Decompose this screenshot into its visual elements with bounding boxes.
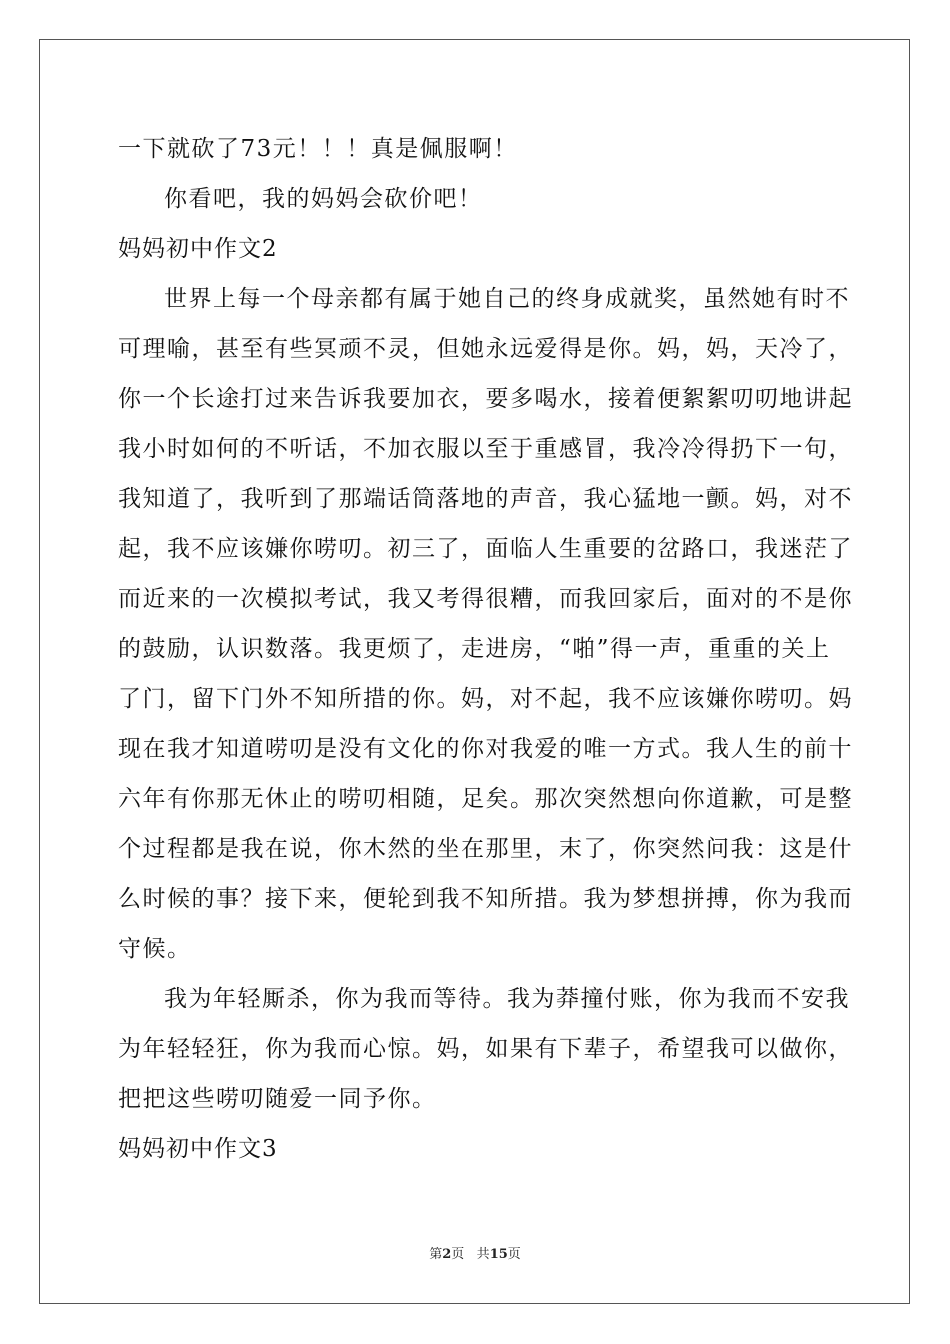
page-prefix: 第: [429, 1247, 443, 1262]
text-line: 可理喻，甚至有些冥顽不灵，但她永远爱得是你。妈，妈，天冷了，: [118, 336, 853, 362]
text-line: 你一个长途打过来告诉我要加衣，要多喝水，接着便絮絮叨叨地讲起: [118, 386, 853, 412]
page-suffix: 页: [451, 1247, 465, 1262]
text-line: 你看吧，我的妈妈会砍价吧！: [164, 186, 483, 212]
text-line: 个过程都是我在说，你木然的坐在那里，末了，你突然问我：这是什: [118, 836, 853, 862]
total-prefix: 共: [476, 1247, 490, 1262]
page-number: 2: [442, 1247, 452, 1262]
text-line: 起，我不应该嫌你唠叨。初三了，面临人生重要的岔路口，我迷茫了: [118, 536, 853, 562]
section-heading: 妈妈初中作文3: [118, 1136, 278, 1162]
text-line: 为年轻轻狂，你为我而心惊。妈，如果有下辈子，希望我可以做你，: [118, 1036, 853, 1062]
total-suffix: 页: [507, 1247, 521, 1262]
text-line: 了门，留下门外不知所措的你。妈，对不起，我不应该嫌你唠叨。妈: [118, 686, 853, 712]
text-line: 六年有你那无休止的唠叨相随，足矣。那次突然想向你道歉，可是整: [118, 786, 853, 812]
text-line: 守候。: [118, 936, 192, 962]
text-line: 的鼓励，认识数落。我更烦了，走进房，“啪”得一声，重重的关上: [118, 636, 831, 662]
text-line: 一下就砍了73元！！！真是佩服啊！: [118, 136, 518, 162]
text-line: 我小时如何的不听话，不加衣服以至于重感冒，我冷冷得扔下一句，: [118, 436, 853, 462]
text-line: 世界上每一个母亲都有属于她自己的终身成就奖，虽然她有时不: [164, 286, 850, 312]
page-border: [39, 39, 910, 1304]
total-pages: 15: [489, 1247, 508, 1262]
section-heading: 妈妈初中作文2: [118, 236, 278, 262]
text-line: 把把这些唠叨随爱一同予你。: [118, 1086, 437, 1112]
text-line: 我为年轻厮杀，你为我而等待。我为莽撞付账，你为我而不安我: [164, 986, 850, 1012]
text-line: 现在我才知道唠叨是没有文化的你对我爱的唯一方式。我人生的前十: [118, 736, 853, 762]
page-footer: [0, 1246, 950, 1264]
text-line: 么时候的事？接下来，便轮到我不知所措。我为梦想拼搏，你为我而: [118, 886, 853, 912]
text-line: 而近来的一次模拟考试，我又考得很糟，而我回家后，面对的不是你: [118, 586, 853, 612]
text-line: 我知道了，我听到了那端话筒落地的声音，我心猛地一颤。妈，对不: [118, 486, 853, 512]
